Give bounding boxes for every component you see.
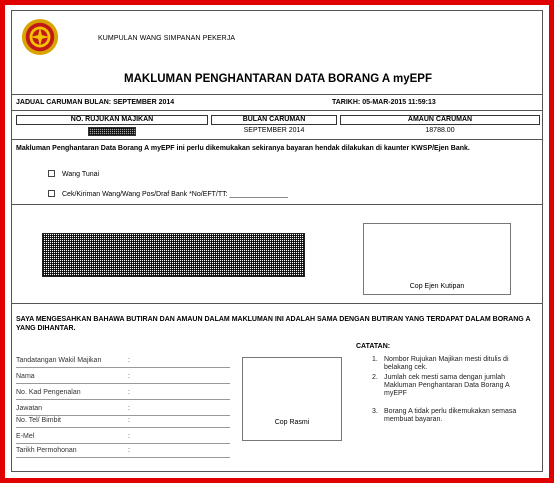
field-label: Tandatangan Wakil Majikan [16,357,102,364]
field-label: Tarikh Permohonan [16,447,77,454]
header-bulan: BULAN CARUMAN [211,115,337,125]
field-line [16,427,230,428]
divider [12,303,542,304]
field-line [16,415,230,416]
amaun-value: 18788.00 [425,127,455,134]
catatan-heading: CATATAN: [356,343,391,350]
cash-label: Wang Tunai [62,171,100,178]
field-colon: : [128,373,130,380]
field-label: No. Kad Pengenalan [16,389,81,396]
cheque-checkbox[interactable] [48,190,55,197]
organization-name: KUMPULAN WANG SIMPANAN PEKERJA [98,35,236,42]
field-colon: : [128,417,130,424]
field-label: E-Mel [16,433,35,440]
field-colon: : [128,389,130,396]
cash-checkbox[interactable] [48,170,55,177]
field-label: No. Tel/ Bimbit [16,417,61,424]
tarikh: TARIKH: 05-MAR-2015 11:59:13 [332,99,436,106]
note-text: Borang A tidak perlu dikemukakan semasa membuat bayaran. [384,408,517,423]
field-label: Nama [16,373,35,380]
note-number: 3. [372,408,378,415]
cop-rasmi-label: Cop Rasmi [274,419,310,426]
field-colon: : [128,433,130,440]
rujukan-majikan-value [88,127,136,136]
note-text: Nombor Rujukan Majikan mesti ditulis di belakang cek. [384,356,509,371]
field-line [16,443,230,444]
jadual-caruman: JADUAL CARUMAN BULAN: SEPTEMBER 2014 [16,99,175,106]
field-line [16,399,230,400]
divider [12,110,542,111]
cop-rasmi-box [242,357,342,441]
document-title: MAKLUMAN PENGHANTARAN DATA BORANG A myEPF [124,73,432,85]
field-label: Jawatan [16,405,43,412]
divider [12,204,542,205]
kwsp-logo [21,18,59,56]
notice-text: Makluman Penghantaran Data Borang A myEPF ini perlu dikemukakan sekiranya bayaran hendak dilakukan di kaunter KWSP/Ejen Bank. [16,145,470,152]
field-colon: : [128,447,130,454]
header-rujukan: NO. RUJUKAN MAJIKAN [16,115,208,125]
divider [12,139,542,140]
field-line [16,383,230,384]
document [11,10,543,472]
field-line [16,367,230,368]
cop-ejen-label: Cop Ejen Kutipan [409,283,465,290]
header-amaun: AMAUN CARUMAN [340,115,540,125]
barcode [42,233,305,277]
cheque-label: Cek/Kiriman Wang/Wang Pos/Draf Bank *No/EFT/TT: _______________ [62,191,288,198]
divider [12,94,542,95]
catatan-note [372,408,537,426]
catatan-note [372,374,537,408]
bulan-value: SEPTEMBER 2014 [243,127,305,134]
field-colon: : [128,357,130,364]
note-text: Jumlah cek mesti sama dengan jumlah Makluman Penghantaran Data Borang A myEPF [384,374,510,397]
note-number: 2. [372,374,378,381]
declaration: SAYA MENGESAHKAN BAHAWA BUTIRAN DAN AMAUN DALAM MAKLUMAN INI ADALAH SAMA DENGAN BUTIRAN YANG TERDAPAT DALAM BORANG A YANG DIHANTAR. [16,316,531,332]
field-colon: : [128,405,130,412]
field-line [16,457,230,458]
note-number: 1. [372,356,378,363]
